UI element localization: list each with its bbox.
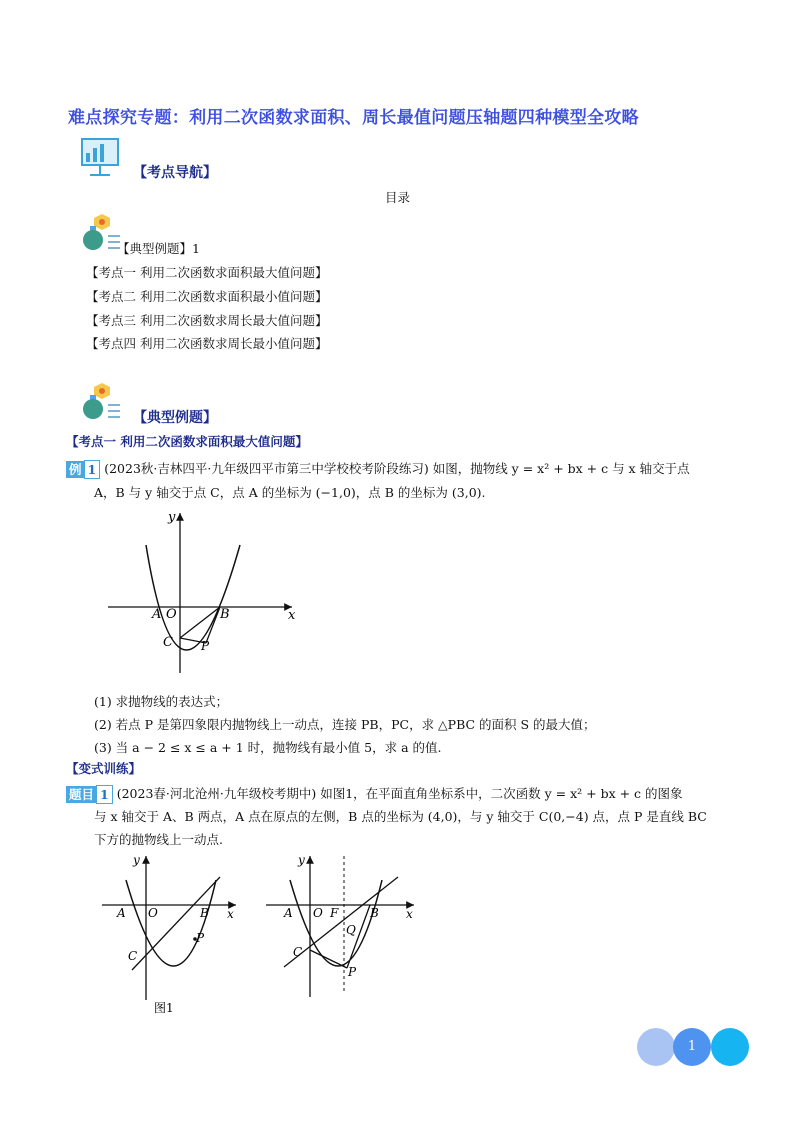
label-A: A	[152, 607, 162, 622]
label-x: x	[406, 907, 413, 921]
figure-1-caption: 图1	[154, 1001, 174, 1015]
page-number: 1	[673, 1028, 711, 1066]
label-C: C	[128, 949, 138, 963]
presentation-board-icon	[76, 135, 126, 177]
nav-heading: 【考点导航】	[133, 165, 217, 181]
example-1-figure	[100, 505, 310, 675]
example-1-q2: (2) 若点 P 是第四象限内抛物线上一动点，连接 PB，PC，求 △PBC 的面积 S 的最大值；	[94, 717, 596, 732]
example-1-source: (2023秋·吉林四平·九年级四平市第三中学校校考阶段练习)	[104, 461, 429, 476]
page-deco-circle-right	[711, 1028, 749, 1066]
label-B: B	[200, 906, 209, 920]
example-number: 1	[84, 460, 101, 479]
label-P: P	[196, 931, 205, 945]
label-y: y	[168, 510, 176, 525]
label-B: B	[370, 906, 379, 920]
problem-1-figure-2	[262, 852, 422, 1002]
label-C: C	[293, 945, 303, 959]
problem-1-line2: 与 x 轴交于 A、B 两点，A 点在原点的左侧，B 点的坐标为 (4,0)，与 y 轴交于 C(0,−4) 点，点 P 是直线 BC	[94, 809, 707, 824]
label-O: O	[148, 906, 158, 920]
label-x: x	[288, 608, 296, 623]
label-P: P	[348, 965, 357, 979]
example-1-line1	[66, 457, 756, 480]
example-1-q3: (3) 当 a − 2 ≤ x ≤ a + 1 时，抛物线有最小值 5，求 a 的值.	[94, 740, 442, 755]
variant-heading: 【变式训练】	[66, 761, 142, 776]
toc-item-4[interactable]: 【考点四 利用二次函数求周长最小值问题】	[86, 336, 328, 351]
toc-item-3[interactable]: 【考点三 利用二次函数求周长最大值问题】	[86, 313, 328, 328]
problem-1-text: (2023春·河北沧州·九年级校考期中) 如图1，在平面直角坐标系中，二次函数 y = x² + bx + c 的图象	[116, 786, 683, 801]
problem-1-line3: 下方的抛物线上一动点.	[94, 832, 223, 847]
label-A: A	[117, 906, 126, 920]
label-C: C	[163, 635, 173, 650]
examples-heading: 【典型例题】	[133, 410, 217, 426]
toc-title: 目录	[385, 190, 411, 205]
flask-icon	[80, 381, 124, 421]
problem-number: 1	[96, 785, 113, 804]
label-F: F	[330, 906, 339, 920]
problem-1-figure-1	[96, 852, 246, 1022]
label-B: B	[220, 607, 230, 622]
label-P: P	[201, 639, 210, 653]
label-x: x	[227, 907, 234, 921]
example-1-q1: (1) 求抛物线的表达式；	[94, 694, 229, 709]
example-tag: 例	[66, 461, 85, 478]
page-title: 难点探究专题：利用二次函数求面积、周长最值问题压轴题四种模型全攻略	[68, 108, 639, 128]
label-y: y	[298, 853, 305, 867]
example-1-text: 如图，抛物线 y = x² + bx + c 与 x 轴交于点	[432, 461, 690, 476]
example-1-line2: A，B 与 y 轴交于点 C，点 A 的坐标为 (−1,0)，点 B 的坐标为 (3,0).	[94, 485, 486, 500]
toc-item-2[interactable]: 【考点二 利用二次函数求面积最小值问题】	[86, 289, 328, 304]
toc-examples-link[interactable]: 【典型例题】1	[117, 241, 200, 256]
label-O: O	[313, 906, 323, 920]
problem-1-line1	[66, 782, 683, 805]
problem-tag: 题目	[66, 786, 97, 803]
label-Q: Q	[346, 923, 356, 937]
toc-item-1[interactable]: 【考点一 利用二次函数求面积最大值问题】	[86, 265, 328, 280]
page-deco-circle-left	[637, 1028, 675, 1066]
label-A: A	[284, 906, 293, 920]
label-O: O	[166, 607, 177, 622]
label-y: y	[133, 853, 140, 867]
kaodian-1-heading: 【考点一 利用二次函数求面积最大值问题】	[66, 434, 308, 449]
